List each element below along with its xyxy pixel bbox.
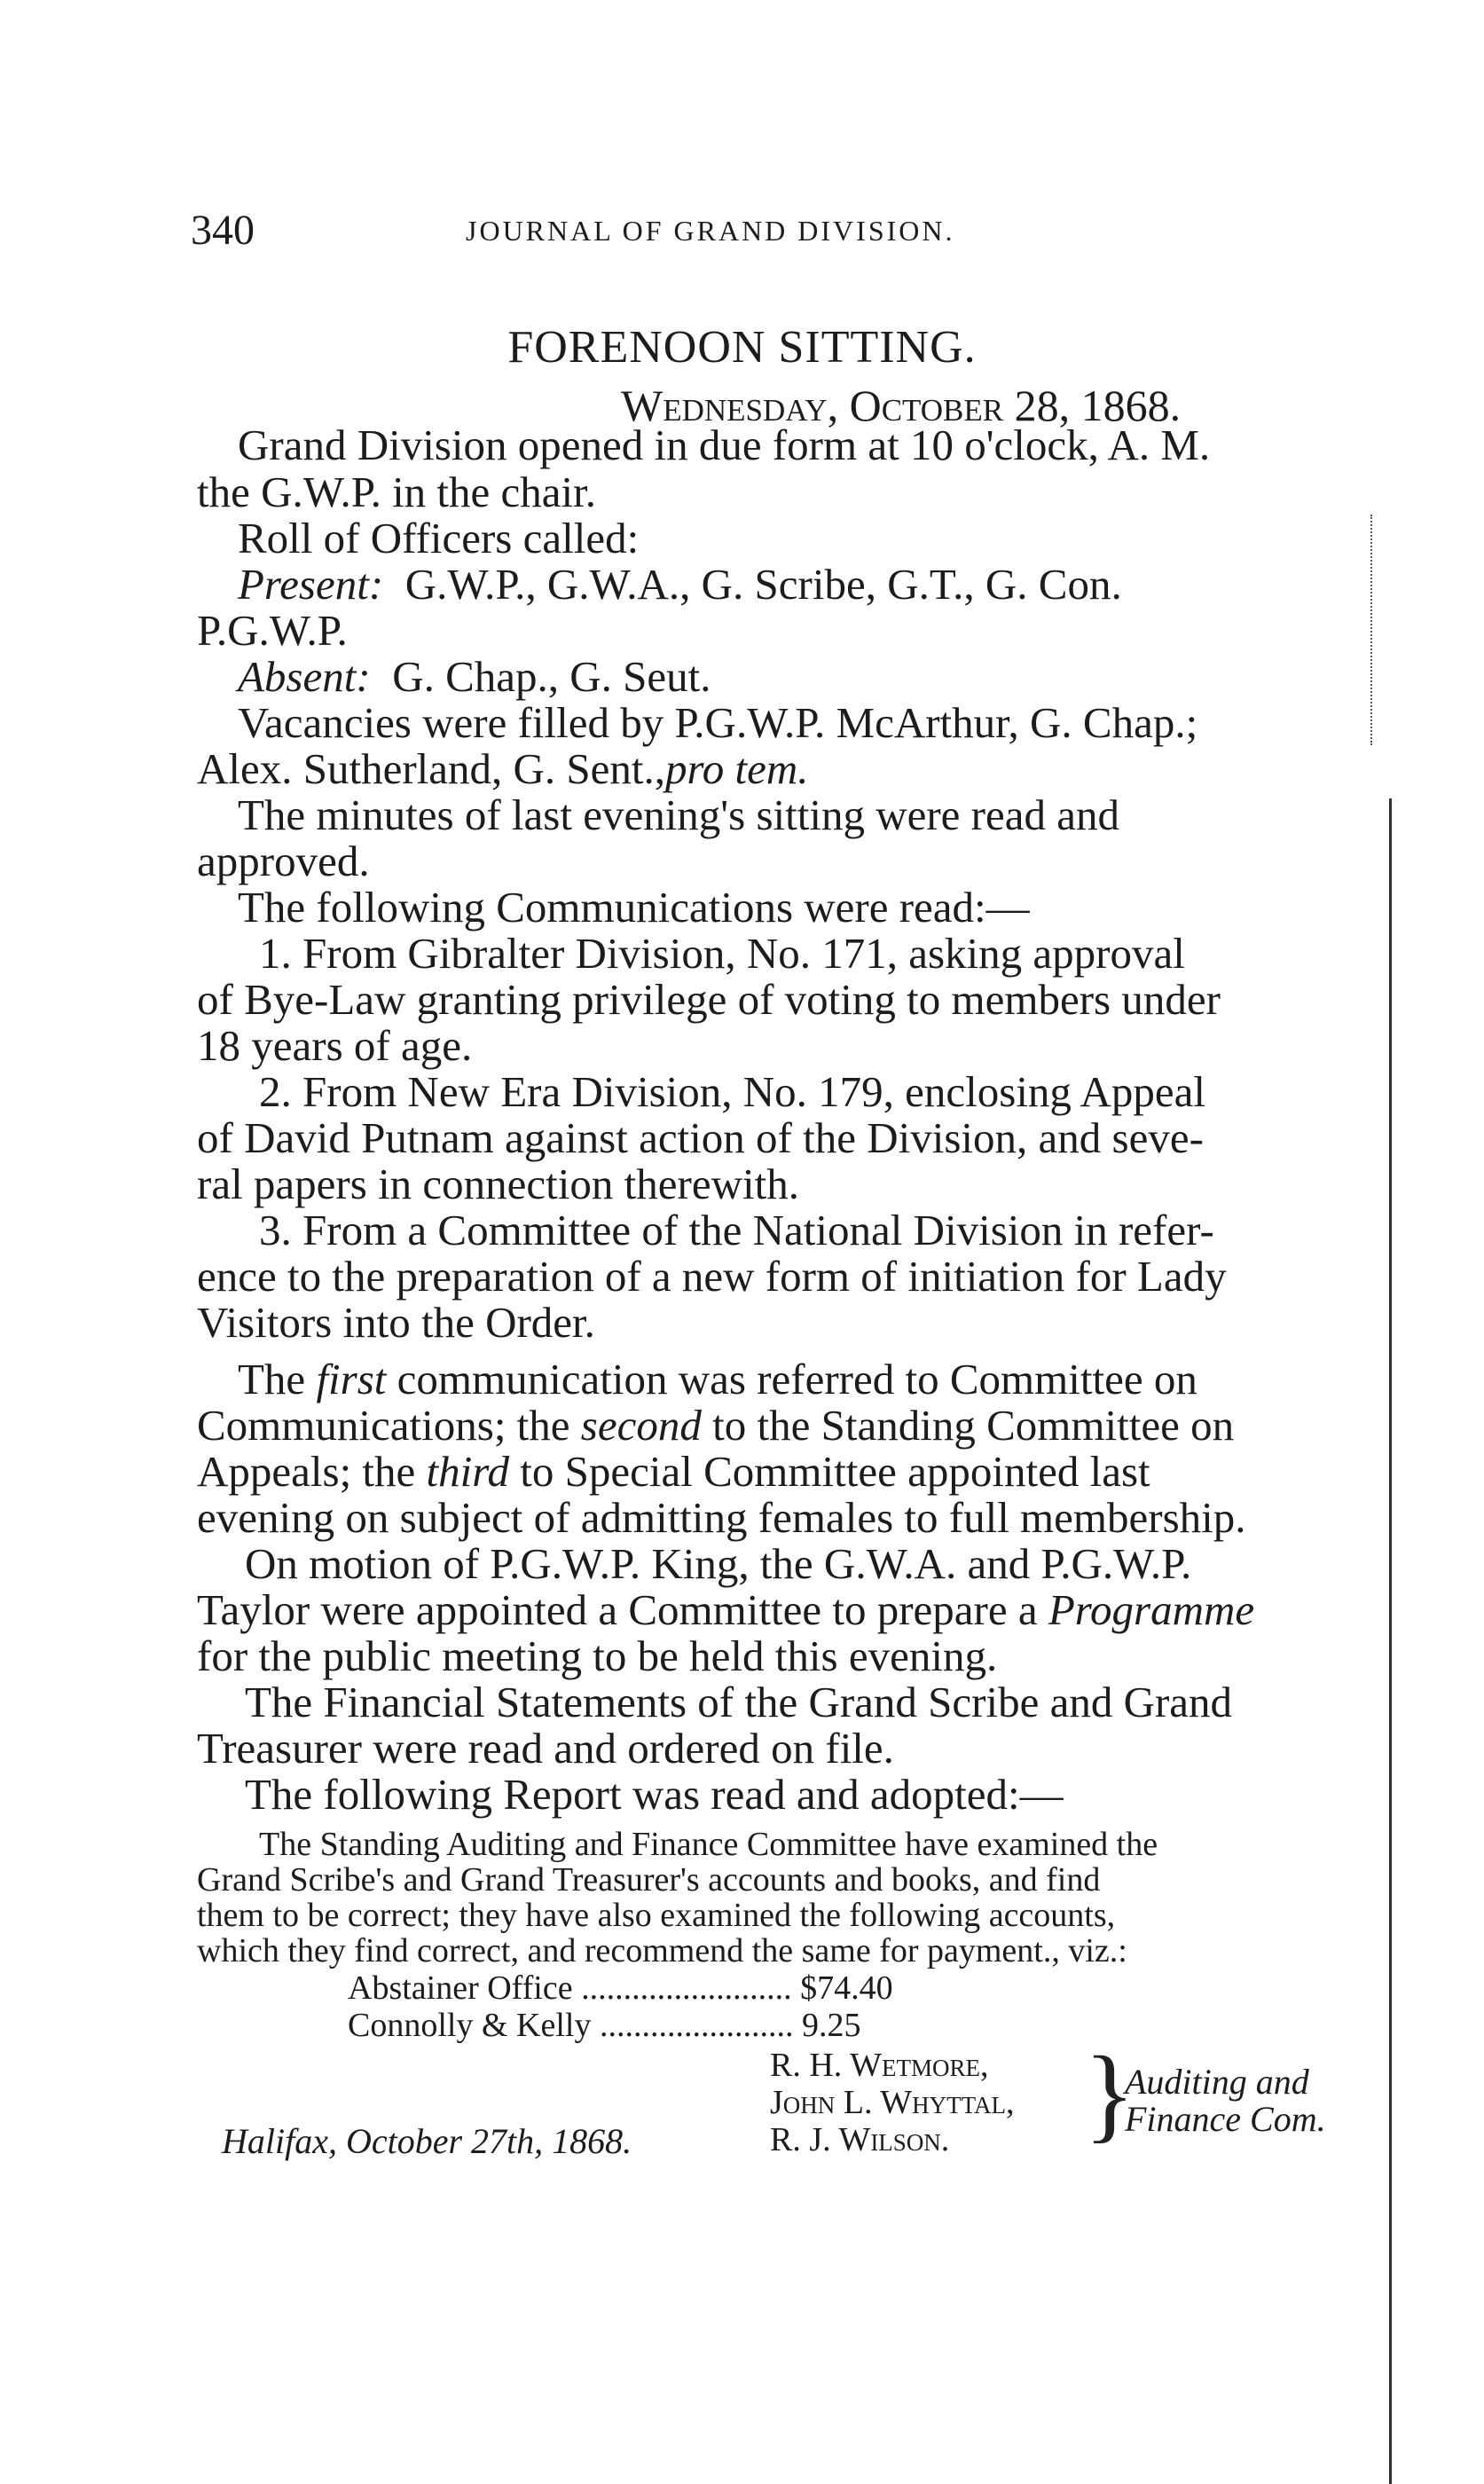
emphasis: Programme [1048, 1585, 1255, 1634]
absent-label: Absent: [238, 652, 371, 701]
report-line: The Standing Auditing and Finance Committee have examined the [259, 1826, 1158, 1863]
account-name: Abstainer Office [348, 1969, 573, 2007]
text-line [197, 1447, 1150, 1496]
text-line: ence to the preparation of a new form of initiation for Lady [197, 1252, 1227, 1301]
text-line: approved. [197, 837, 370, 885]
text-line: ral papers in connection therewith. [197, 1159, 799, 1208]
text-span: to the Standing Committee on [712, 1401, 1235, 1450]
text-line: Roll of Officers called: [238, 514, 640, 562]
text-line: 3. From a Committee of the National Division in refer- [259, 1206, 1214, 1254]
date-line: Wednesday, October 28, 1868. [621, 381, 1182, 430]
text-span: The [238, 1355, 306, 1403]
text-line: 18 years of age. [197, 1021, 473, 1070]
account-name: Connolly & Kelly [348, 2007, 592, 2044]
text-span: Taylor were appointed a Committee to prepare a [197, 1585, 1038, 1634]
signer: John L. Whyttal, [770, 2084, 1015, 2121]
account-amount: $74.40 [800, 1969, 893, 2007]
leader-dots: ....................... [599, 2007, 794, 2044]
text-line: the G.W.P. in the chair. [197, 468, 597, 516]
text-line: The following Report was read and adopted:— [245, 1770, 1064, 1819]
text-line: Grand Division opened in due form at 10 o'clock, A. M. [238, 421, 1211, 469]
emphasis: third [426, 1447, 510, 1496]
text-line [238, 652, 711, 701]
account-row [348, 2008, 860, 2042]
text-line [197, 744, 809, 793]
text-line: of David Putnam against action of the Division, and seve- [197, 1113, 1204, 1162]
report-line: which they find correct, and recommend the same for payment., viz.: [197, 1932, 1127, 1969]
text-span: Appeals; the [197, 1447, 416, 1496]
text-span: Alex. Sutherland, G. Sent., [197, 744, 666, 793]
text-line: 1. From Gibralter Division, No. 171, asking approval [259, 929, 1185, 978]
section-heading: FORENOON SITTING. [507, 322, 977, 373]
text-line [197, 1585, 1255, 1634]
leader-dots: ......................... [581, 1969, 792, 2007]
text-line: The Financial Statements of the Grand Scribe and Grand [245, 1678, 1233, 1726]
text-line [238, 1357, 1197, 1401]
report-line: Grand Scribe's and Grand Treasurer's accounts and books, and find [197, 1861, 1101, 1898]
emphasis: first [316, 1355, 387, 1403]
page-number: 340 [191, 207, 255, 254]
place-date: Halifax, October 27th, 1868. [222, 2121, 632, 2161]
margin-dots [1370, 515, 1381, 745]
text-line: On motion of P.G.W.P. King, the G.W.A. and P.G.W.P. [245, 1539, 1192, 1588]
brace: } [1084, 2034, 1135, 2152]
present-label: Present: [238, 560, 384, 609]
signer: R. J. Wilson. [770, 2121, 950, 2158]
report-line: them to be correct; they have also examined the following accounts, [197, 1897, 1116, 1934]
margin-artifact [1384, 515, 1419, 2200]
text-span: to Special Committee appointed last [520, 1447, 1150, 1496]
running-header [191, 206, 1362, 259]
present-list: G.W.P., G.W.A., G. Scribe, G.T., G. Con. [404, 560, 1122, 609]
text-line: 2. From New Era Division, No. 179, enclosing Appeal [259, 1067, 1205, 1116]
account-amount: 9.25 [801, 2007, 861, 2044]
text-line: P.G.W.P. [197, 606, 348, 655]
absent-list: G. Chap., G. Seut. [392, 652, 711, 701]
text-line: The minutes of last evening's sitting were read and [238, 790, 1119, 839]
text-line: Vacancies were filled by P.G.W.P. McArthur, G. Chap.; [238, 698, 1198, 747]
text-line: for the public meeting to be held this evening. [197, 1631, 998, 1680]
committee-name: Auditing and [1125, 2062, 1309, 2102]
signer: R. H. Wetmore, [770, 2047, 989, 2084]
account-row [348, 1971, 893, 2005]
text-line: of Bye-Law granting privilege of voting to members under [197, 975, 1221, 1024]
emphasis: second [580, 1401, 702, 1450]
running-title: JOURNAL OF GRAND DIVISION. [466, 215, 955, 247]
text-line [197, 1401, 1235, 1450]
text-span: Communications; the [197, 1401, 570, 1450]
pro-tem: pro tem. [665, 744, 809, 793]
committee-name: Finance Com. [1125, 2099, 1326, 2139]
text-line: The following Communications were read:— [238, 883, 1030, 932]
text-line [238, 560, 1122, 609]
text-line: Visitors into the Order. [197, 1298, 595, 1347]
text-line: Treasurer were read and ordered on file. [197, 1724, 894, 1773]
text-span: communication was referred to Committee on [397, 1355, 1197, 1403]
text-line: evening on subject of admitting females to full membership. [197, 1493, 1246, 1542]
